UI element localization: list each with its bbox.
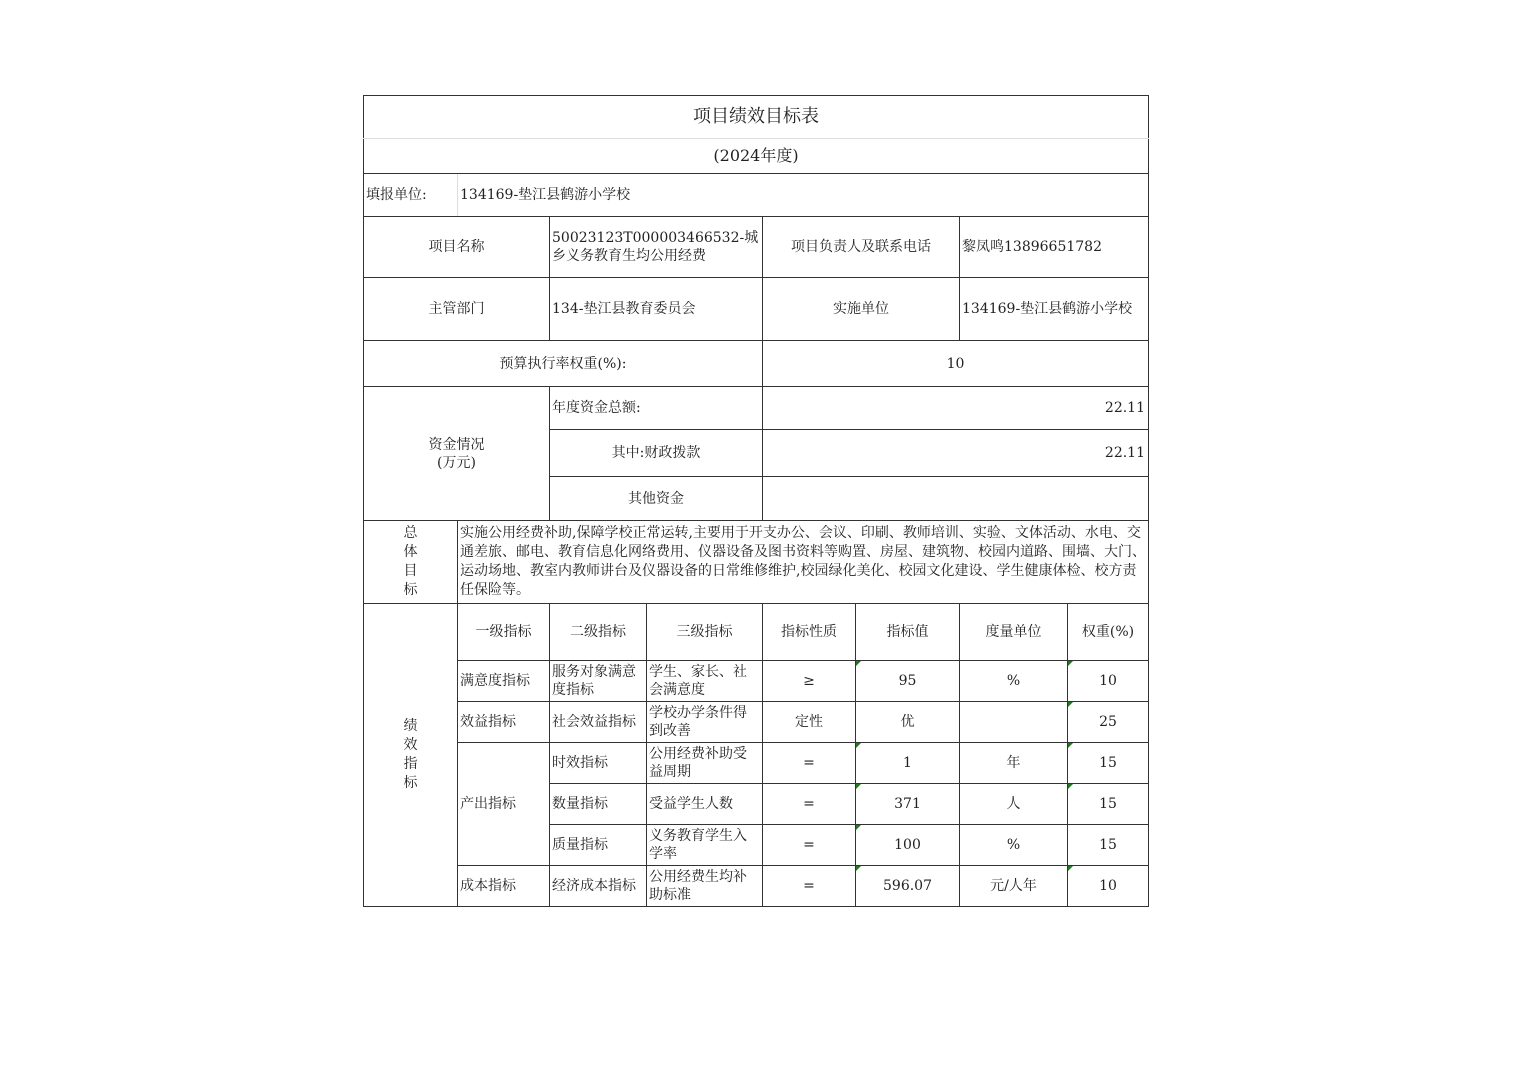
impl-label: 实施单位 (763, 278, 960, 341)
table-row (364, 866, 1149, 907)
row-unit (960, 702, 1068, 743)
row-unit: 年 (960, 743, 1068, 784)
project-contact-label: 项目负责人及联系电话 (763, 217, 960, 278)
page-title: 项目绩效目标表 (364, 96, 1149, 139)
funds-unit: (万元) (437, 454, 476, 471)
row-nature: = (763, 825, 856, 866)
row-l1: 效益指标 (458, 702, 550, 743)
funds-total-value: 22.11 (763, 387, 1149, 430)
row-nature: ≥ (763, 661, 856, 702)
header-unit: 度量单位 (960, 604, 1068, 661)
filler-label: 填报单位: (364, 174, 458, 217)
row-l2: 社会效益指标 (550, 702, 647, 743)
funds-label-cell (364, 387, 550, 521)
row-value: 371 (856, 784, 960, 825)
impl-value: 134169-垫江县鹤游小学校 (960, 278, 1149, 341)
dept-label: 主管部门 (364, 278, 550, 341)
table-row (364, 743, 1149, 784)
row-nature: = (763, 784, 856, 825)
header-value: 指标值 (856, 604, 960, 661)
row-weight: 15 (1068, 825, 1149, 866)
row-l3: 学校办学条件得到改善 (647, 702, 763, 743)
row-l3: 学生、家长、社会满意度 (647, 661, 763, 702)
row-nature: = (763, 743, 856, 784)
row-weight: 15 (1068, 784, 1149, 825)
performance-target-table (363, 95, 1149, 907)
row-unit: % (960, 825, 1068, 866)
indicators-label: 绩效指标 (403, 718, 418, 791)
table-row (364, 702, 1149, 743)
row-nature: = (763, 866, 856, 907)
row-value: 1 (856, 743, 960, 784)
row-l2: 时效指标 (550, 743, 647, 784)
header-weight: 权重(%) (1068, 604, 1149, 661)
filler-value: 134169-垫江县鹤游小学校 (458, 174, 1149, 217)
row-l2: 服务对象满意度指标 (550, 661, 647, 702)
row-l2: 经济成本指标 (550, 866, 647, 907)
goal-label: 总体目标 (403, 525, 418, 598)
row-l3: 公用经费补助受益周期 (647, 743, 763, 784)
row-weight: 25 (1068, 702, 1149, 743)
row-unit: 元/人年 (960, 866, 1068, 907)
row-l3: 义务教育学生入学率 (647, 825, 763, 866)
header-l2: 二级指标 (550, 604, 647, 661)
table-row (364, 661, 1149, 702)
row-l1: 满意度指标 (458, 661, 550, 702)
goal-label-cell (364, 521, 458, 604)
row-l3: 公用经费生均补助标准 (647, 866, 763, 907)
row-value: 100 (856, 825, 960, 866)
row-weight: 10 (1068, 661, 1149, 702)
row-l3: 受益学生人数 (647, 784, 763, 825)
performance-target-sheet (363, 95, 1148, 907)
goal-text: 实施公用经费补助,保障学校正常运转,主要用于开支办公、会议、印刷、教师培训、实验、文体活动、水电、交通差旅、邮电、教育信息化网络费用、仪器设备及图书资料等购置、房屋、建筑物、校园内道路、围墙、大门、运动场地、教室内教师讲台及仪器设备的日常维修维护,校园绿化美化、校园文化建设、学生健康体检、校方责任保险等。 (458, 521, 1149, 604)
funds-label: 资金情况 (428, 436, 485, 453)
row-l1: 产出指标 (458, 743, 550, 866)
funds-fiscal-label: 其中:财政拨款 (550, 430, 763, 477)
budget-weight-value: 10 (763, 341, 1149, 387)
row-l1: 成本指标 (458, 866, 550, 907)
funds-total-label: 年度资金总额: (550, 387, 763, 430)
project-name-value: 50023123T000003466532-城乡义务教育生均公用经费 (550, 217, 763, 278)
row-value: 95 (856, 661, 960, 702)
row-weight: 10 (1068, 866, 1149, 907)
indicators-label-cell (364, 604, 458, 907)
row-value: 优 (856, 702, 960, 743)
project-name-label: 项目名称 (364, 217, 550, 278)
funds-fiscal-value: 22.11 (763, 430, 1149, 477)
project-contact-value: 黎凤鸣13896651782 (960, 217, 1149, 278)
row-l2: 数量指标 (550, 784, 647, 825)
dept-value: 134-垫江县教育委员会 (550, 278, 763, 341)
row-nature: 定性 (763, 702, 856, 743)
row-l2: 质量指标 (550, 825, 647, 866)
row-unit: 人 (960, 784, 1068, 825)
row-unit: % (960, 661, 1068, 702)
funds-other-label: 其他资金 (550, 477, 763, 521)
row-value: 596.07 (856, 866, 960, 907)
header-l3: 三级指标 (647, 604, 763, 661)
funds-other-value (763, 477, 1149, 521)
budget-weight-label: 预算执行率权重(%): (364, 341, 763, 387)
year-subtitle: (2024年度) (364, 139, 1149, 174)
row-weight: 15 (1068, 743, 1149, 784)
header-nature: 指标性质 (763, 604, 856, 661)
header-l1: 一级指标 (458, 604, 550, 661)
